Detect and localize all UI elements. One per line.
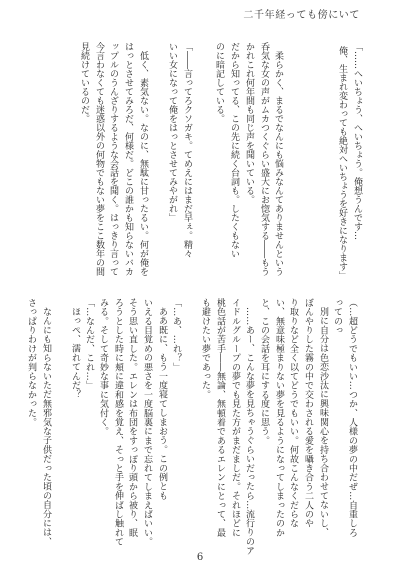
text-line: ああ既に、もう一度寝てしまおう。この例とも bbox=[157, 307, 167, 501]
text-line: みる。そして奇妙な事に気付く。 bbox=[98, 298, 108, 436]
text-line: さっぱりわけが判らなかった。 bbox=[26, 298, 36, 427]
text-line: なんにも知らないただ無邪気な子供だった頃の自分には、 bbox=[41, 307, 51, 547]
text-line: 低く、素気ない。なのに、無駄に甘ったるい。何が俺を bbox=[138, 51, 148, 276]
text-line: 「……へいちょう、へいちょう。俺想うんです… bbox=[352, 42, 362, 240]
text-line: 今言わなくても迷惑以外の何物でもない夢をここ数年の間 bbox=[94, 42, 104, 276]
text-line: ぼんやりした霧の中で交わされる愛を囁き合う二人のや bbox=[303, 298, 313, 528]
text-line: いい女になって俺をはっとさせてみやがれ」 bbox=[167, 42, 177, 222]
text-line: だから知ってる、この先に続く台詞も。したくもない bbox=[229, 42, 239, 258]
text-line: ……あー、こんな夢を見ちゃうぐらいだったら…流行りのア bbox=[244, 307, 254, 556]
text-line: いえる目覚めの悪さを一度脳裏にまで忘れてしまえばいい。 bbox=[142, 298, 152, 547]
text-line: 「――言ってろクソガキ。てめえにはまだ早ぇ。精々 bbox=[182, 42, 192, 258]
text-line: 見続けているのだ。 bbox=[79, 42, 89, 123]
text-line: はっとさせてみろだ、何様だ。どこの誰かも知らないバカ bbox=[123, 42, 133, 276]
text-line: 「…あ、…れ？」 bbox=[171, 298, 181, 372]
text-line: と、この会話を耳にする度に思う。 bbox=[259, 298, 269, 446]
text-line: ってのっ bbox=[332, 298, 342, 335]
page-number: 6 bbox=[196, 552, 204, 563]
text-line: （…超どうでもいい…つか、人様の夢の中だぜ…自重しろ bbox=[347, 298, 357, 538]
text-line: イドルグループの夢でも見た方がまだましだ。それほどに bbox=[230, 298, 240, 538]
text-line: 別に自分は色恋沙汰に興味関心を持ち合わせてないし、 bbox=[318, 307, 328, 537]
text-line: かれこれ何年間も同じ声を聞いている。 bbox=[244, 42, 254, 204]
text-line: ほっぺ、濡れてんだ？ bbox=[70, 307, 80, 399]
text-line: 柔らかく、まるでなんにも悩みなんてありませんという bbox=[273, 51, 283, 276]
text-line: ろうとした時に頬に違和感を覚え、そっと手を伸ばし触れて bbox=[113, 298, 123, 547]
text-line: 桃色話が苦手――無論、無頓着であるエレンにとって、最 bbox=[215, 298, 225, 538]
text-line: り取りなど全く以てどうでもいい。何故こんなくだらな bbox=[288, 298, 298, 528]
text-line: のに暗記している。 bbox=[214, 42, 224, 123]
text-line: も避けたい夢であった。 bbox=[200, 298, 210, 400]
text-line: 「…なんだ、これ…」 bbox=[84, 298, 94, 390]
running-header: 二千年経っても傍にいて bbox=[243, 10, 360, 21]
text-line: 呑気な女の声がムカつくぐらい盛大にお惚気する――もう bbox=[259, 42, 269, 276]
text-line: そう思い直した。エレンは布団をすっぽり頭から被り、眠 bbox=[127, 298, 137, 538]
text-line: ップルのうんざりするような会話を聞く。はっきり言って bbox=[108, 42, 118, 276]
text-line: 俺、生まれ変わっても絶対へいちょうを好きになります」 bbox=[337, 46, 347, 280]
text-line: い、無意味極まりない夢を見るようになってしまったのか bbox=[274, 298, 284, 538]
